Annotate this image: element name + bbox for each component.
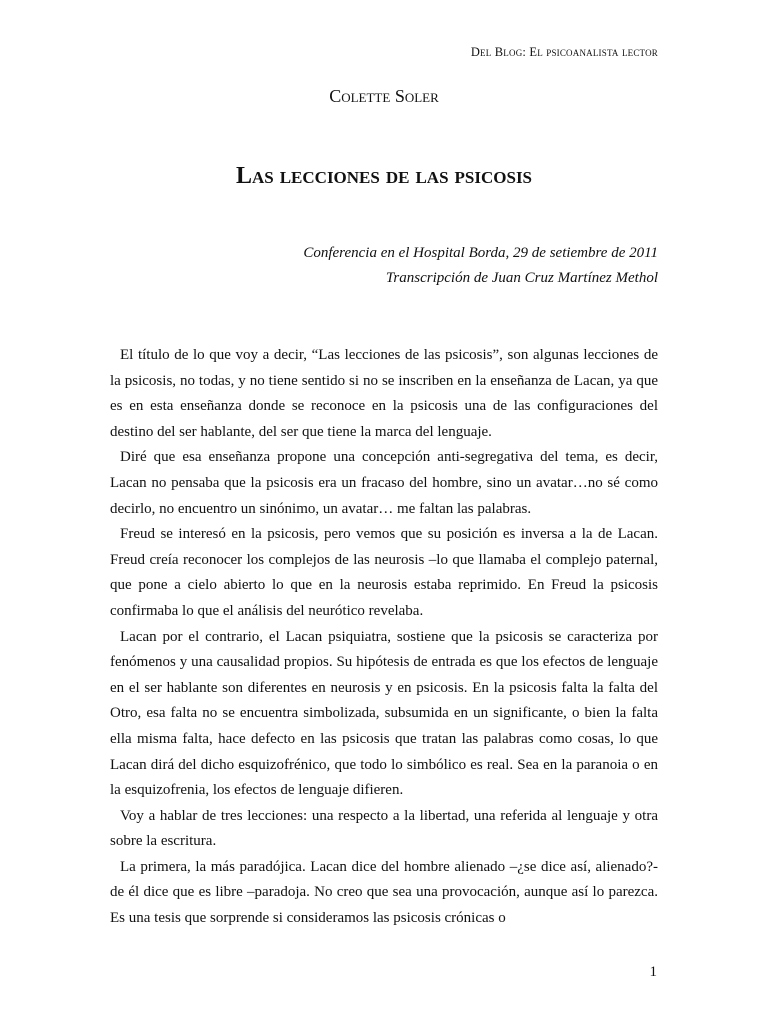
- page-number: 1: [649, 964, 657, 980]
- author-name: Colette Soler: [329, 86, 439, 106]
- paragraph: Lacan por el contrario, el Lacan psiquiatra, sostiene que la psicosis se caracteriza por fenómenos y una causalidad propios. Su hipótesis de entrada es que los efectos de lenguaje en el ser hablante son diferentes en neurosis y en psicosis. En la psicosis falta la falta del Otro, esa falta no se encuentra simbolizada, subsumida en un significante, o bien la falta ella misma falta, hace defecto en las psicosis que tratan las palabras como cosas, lo que Lacan dirá del dicho esquizofrénico, que todo lo simbólico es real. Sea en la paranoia o en la esquizofrenia, los efectos de lenguaje difieren.: [110, 628, 658, 799]
- body-text: [110, 343, 658, 932]
- paragraph: Freud se interesó en la psicosis, pero vemos que su posición es inversa a la de Lacan. Freud creía reconocer los complejos de las neurosis –lo que llamaba el complejo paternal, que pone a cielo abierto lo que en la neurosis estaba reprimido. En Freud la psicosis confirmaba lo que el análisis del neurótico revelaba.: [110, 526, 658, 619]
- paragraph: Diré que esa enseñanza propone una concepción anti-segregativa del tema, es decir, Lacan no pensaba que la psicosis era un fracaso del hombre, sino un avatar…no sé como decirlo, no encuentro un sinónimo, un avatar… me faltan las palabras.: [110, 449, 658, 517]
- transcription-line: Transcripción de Juan Cruz Martínez Methol: [385, 270, 658, 286]
- paragraph: El título de lo que voy a decir, “Las lecciones de las psicosis”, son algunas lecciones de la psicosis, no todas, y no tiene sentido si no se inscriben en la enseñanza de Lacan, ya que es en esta enseñanza donde se reconoce en la psicosis una de las configuraciones del destino del ser hablante, del ser que tiene la marca del lenguaje.: [110, 347, 658, 440]
- document-title: Las lecciones de las psicosis: [235, 163, 533, 189]
- running-header: Del Blog: El psicoanalista lector: [470, 45, 658, 59]
- paragraph: Voy a hablar de tres lecciones: una respecto a la libertad, una referida al lenguaje y otra sobre la escritura.: [110, 807, 658, 850]
- conference-line: Conferencia en el Hospital Borda, 29 de setiembre de 2011: [303, 245, 658, 261]
- paragraph: La primera, la más paradójica. Lacan dice del hombre alienado –¿se dice así, alienado?- de él dice que es libre –paradoja. No creo que sea una provocación, aunque así lo parezca. Es una tesis que sorprende si consideramos las psicosis crónicas o: [110, 858, 658, 927]
